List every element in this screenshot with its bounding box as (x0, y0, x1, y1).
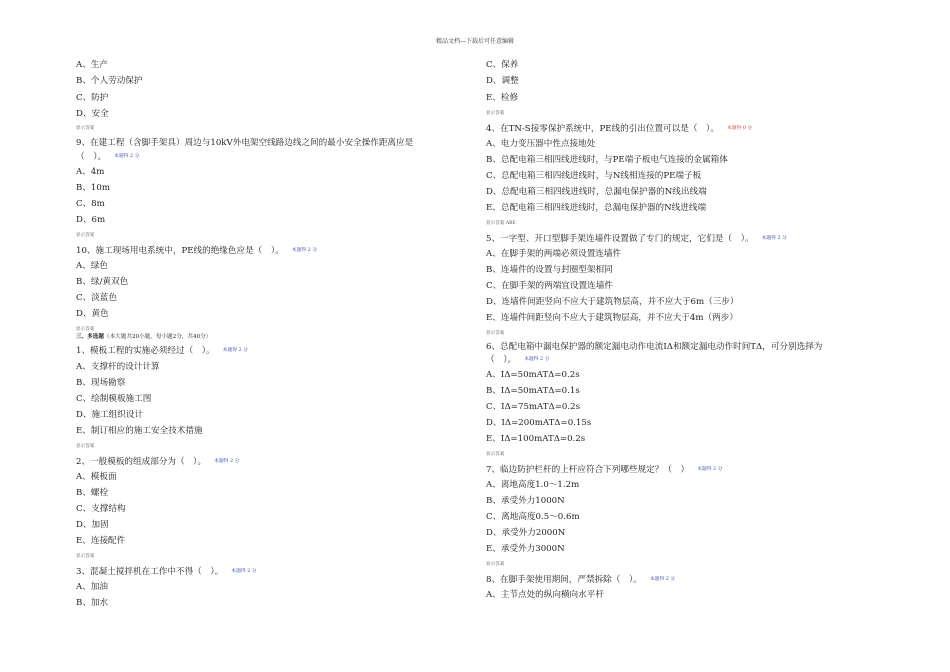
option-q10-d: D、黄色 (76, 309, 109, 319)
score-label: 本题得 2 分 (222, 348, 248, 353)
question-m2-text: 2、一般模板的组成部分为（ ）。 (76, 457, 207, 467)
option-m7-e: E、承受外力3000N (486, 544, 565, 554)
question-10-text: 10、施工现场用电系统中，PE线的绝缘色应是（ ）。 (76, 246, 284, 256)
option-m4-a: A、电力变压器中性点接地处 (486, 139, 596, 149)
show-answer-link[interactable]: 显示答案 (486, 111, 505, 116)
option-q10-c: C、淡蓝色 (76, 293, 117, 303)
option-q8-b: B、个人劳动保护 (76, 76, 143, 86)
option-m6-e: E、IΔ=100mATΔ=0.2s (486, 434, 586, 444)
option-q8-c: C、防护 (76, 93, 109, 103)
option-m3-b: B、加水 (76, 598, 109, 608)
option-m6-d: D、IΔ=200mATΔ=0.15s (486, 418, 592, 428)
question-m7-text: 7、临边防护栏杆的上杆应符合下列哪些规定？（ ） (486, 465, 690, 475)
question-10 (76, 245, 317, 257)
question-m5 (486, 233, 787, 245)
option-m3-e: E、检修 (486, 93, 519, 103)
option-m1-b: B、现场勘察 (76, 378, 126, 388)
option-m4-c: C、总配电箱三相四线进线时，与N线相连接的PE端子板 (486, 171, 702, 181)
show-answer-link[interactable]: 显示答案 (76, 554, 95, 559)
question-9-cont (76, 151, 139, 163)
option-m6-b: B、IΔ=50mATΔ=0.1s (486, 386, 580, 396)
option-m4-b: B、总配电箱三相四线进线时，与PE端子板电气连接的金属箱体 (486, 155, 728, 165)
question-m1 (76, 345, 248, 357)
score-label: 本题得 2 分 (761, 236, 787, 241)
show-answer-link[interactable]: 显示答案 (76, 444, 95, 449)
option-q9-b: B、10m (76, 183, 110, 193)
question-m7 (486, 464, 722, 476)
score-label: 本题得 2 分 (291, 248, 318, 253)
question-m3-text: 3、混凝土搅拌机在工作中不得（ ）。 (76, 567, 224, 577)
question-9: 9、在建工程（含脚手架具）周边与10kV外电架空线路边线之间的最小安全操作距离应是 (76, 138, 414, 148)
section-note: （本大题共20小题，每小题2分，共40分） (103, 334, 212, 340)
option-m6-c: C、IΔ=75mATΔ=0.2s (486, 402, 581, 412)
question-m6-line2: （ ）。 (486, 355, 517, 365)
option-m7-c: C、离地高度0.5～0.6m (486, 512, 580, 522)
show-answer-link[interactable]: 显示答案 (486, 452, 505, 457)
question-m4-text: 4、在TN-S接零保护系统中，PE线的引出位置可以是（ ）。 (486, 124, 719, 134)
score-label: 本题得 2 分 (214, 459, 240, 464)
score-label: 本题得 2 分 (231, 569, 257, 574)
show-answer-link-abe[interactable]: 显示答案 ABE (486, 221, 516, 226)
option-m5-d: D、连墙件间距竖向不应大于建筑物层高，并不应大于6m（三步） (486, 297, 739, 307)
option-m5-a: A、在脚手架的两端必须设置连墙件 (486, 249, 622, 259)
option-m3-a: A、加油 (76, 582, 108, 592)
option-m7-a: A、离地高度1.0～1.2m (486, 480, 580, 490)
option-m4-d: D、总配电箱三相四线进线时，总漏电保护器的N线出线端 (486, 187, 707, 197)
section-title: 三、多选题 (76, 334, 104, 340)
question-m6: 6、总配电箱中漏电保护器的额定漏电动作电流IΔ和额定漏电动作时间TΔ，可分别选择为 (486, 342, 823, 352)
question-m4 (486, 123, 752, 135)
option-m7-d: D、承受外力2000N (486, 528, 566, 538)
option-m5-b: B、连墙件的设置与封圈型架相同 (486, 265, 613, 275)
option-m8-a: A、主节点处的纵向横向水平杆 (486, 590, 604, 600)
option-q9-c: C、8m (76, 199, 105, 209)
score-label: 本题得 2 分 (114, 154, 140, 159)
option-m2-c: C、支撑结构 (76, 504, 126, 514)
show-answer-link[interactable]: 显示答案 (486, 331, 505, 336)
option-q10-b: B、绿/黄双色 (76, 277, 129, 287)
show-answer-link[interactable]: 显示答案 (486, 562, 505, 567)
question-9-line2: （ ）。 (76, 152, 107, 162)
option-q9-d: D、6m (76, 215, 106, 225)
option-m3-d: D、调整 (486, 76, 519, 86)
option-m2-d: D、加固 (76, 520, 109, 530)
option-m2-a: A、模板面 (76, 472, 117, 482)
question-m1-text: 1、模板工程的实施必须经过（ ）。 (76, 346, 215, 356)
option-q9-a: A、4m (76, 167, 105, 177)
option-m4-e: E、总配电箱三相四线进线时，总漏电保护器的N线进线端 (486, 203, 707, 213)
option-q8-d: D、安全 (76, 109, 109, 119)
option-m7-b: B、承受外力1000N (486, 496, 565, 506)
option-m1-c: C、绘制模板施工图 (76, 394, 152, 404)
question-m2 (76, 456, 239, 468)
score-label-zero: 本题得 0 分 (726, 126, 753, 131)
section-heading (76, 334, 211, 341)
option-m5-c: C、在脚手架的两端宜设置连墙件 (486, 281, 613, 291)
score-label: 本题得 2 分 (524, 357, 550, 362)
option-m1-e: E、制订相应的施工安全技术措施 (76, 426, 203, 436)
option-q8-a: A、生产 (76, 60, 108, 70)
option-m3-c: C、保养 (486, 60, 519, 70)
question-m3 (76, 566, 257, 578)
option-m1-a: A、支撑杆的设计计算 (76, 362, 160, 372)
show-answer-link[interactable]: 显示答案 (76, 327, 95, 332)
question-m8-text: 8、在脚手架使用期间，严禁拆除（ ）。 (486, 575, 642, 585)
score-label: 本题得 2 分 (697, 467, 723, 472)
show-answer-link[interactable]: 显示答案 (76, 233, 95, 238)
option-m2-b: B、螺栓 (76, 488, 109, 498)
option-m2-e: E、连接配件 (76, 536, 126, 546)
option-m6-a: A、IΔ=50mATΔ=0.2s (486, 370, 580, 380)
question-m8 (486, 574, 675, 586)
option-q10-a: A、绿色 (76, 261, 108, 271)
show-answer-link[interactable]: 显示答案 (76, 126, 95, 131)
question-m6-cont (486, 354, 549, 366)
option-m5-e: E、连墙件间距竖向不应大于建筑物层高，并不应大于4m（两步） (486, 313, 738, 323)
page-header: 精品文档---下载后可任意编辑 (435, 38, 515, 45)
question-m5-text: 5、一字型、开口型脚手架连墙件设置做了专门的规定，它们是（ ）。 (486, 234, 754, 244)
score-label: 本题得 2 分 (649, 577, 676, 582)
option-m1-d: D、施工组织设计 (76, 410, 144, 420)
